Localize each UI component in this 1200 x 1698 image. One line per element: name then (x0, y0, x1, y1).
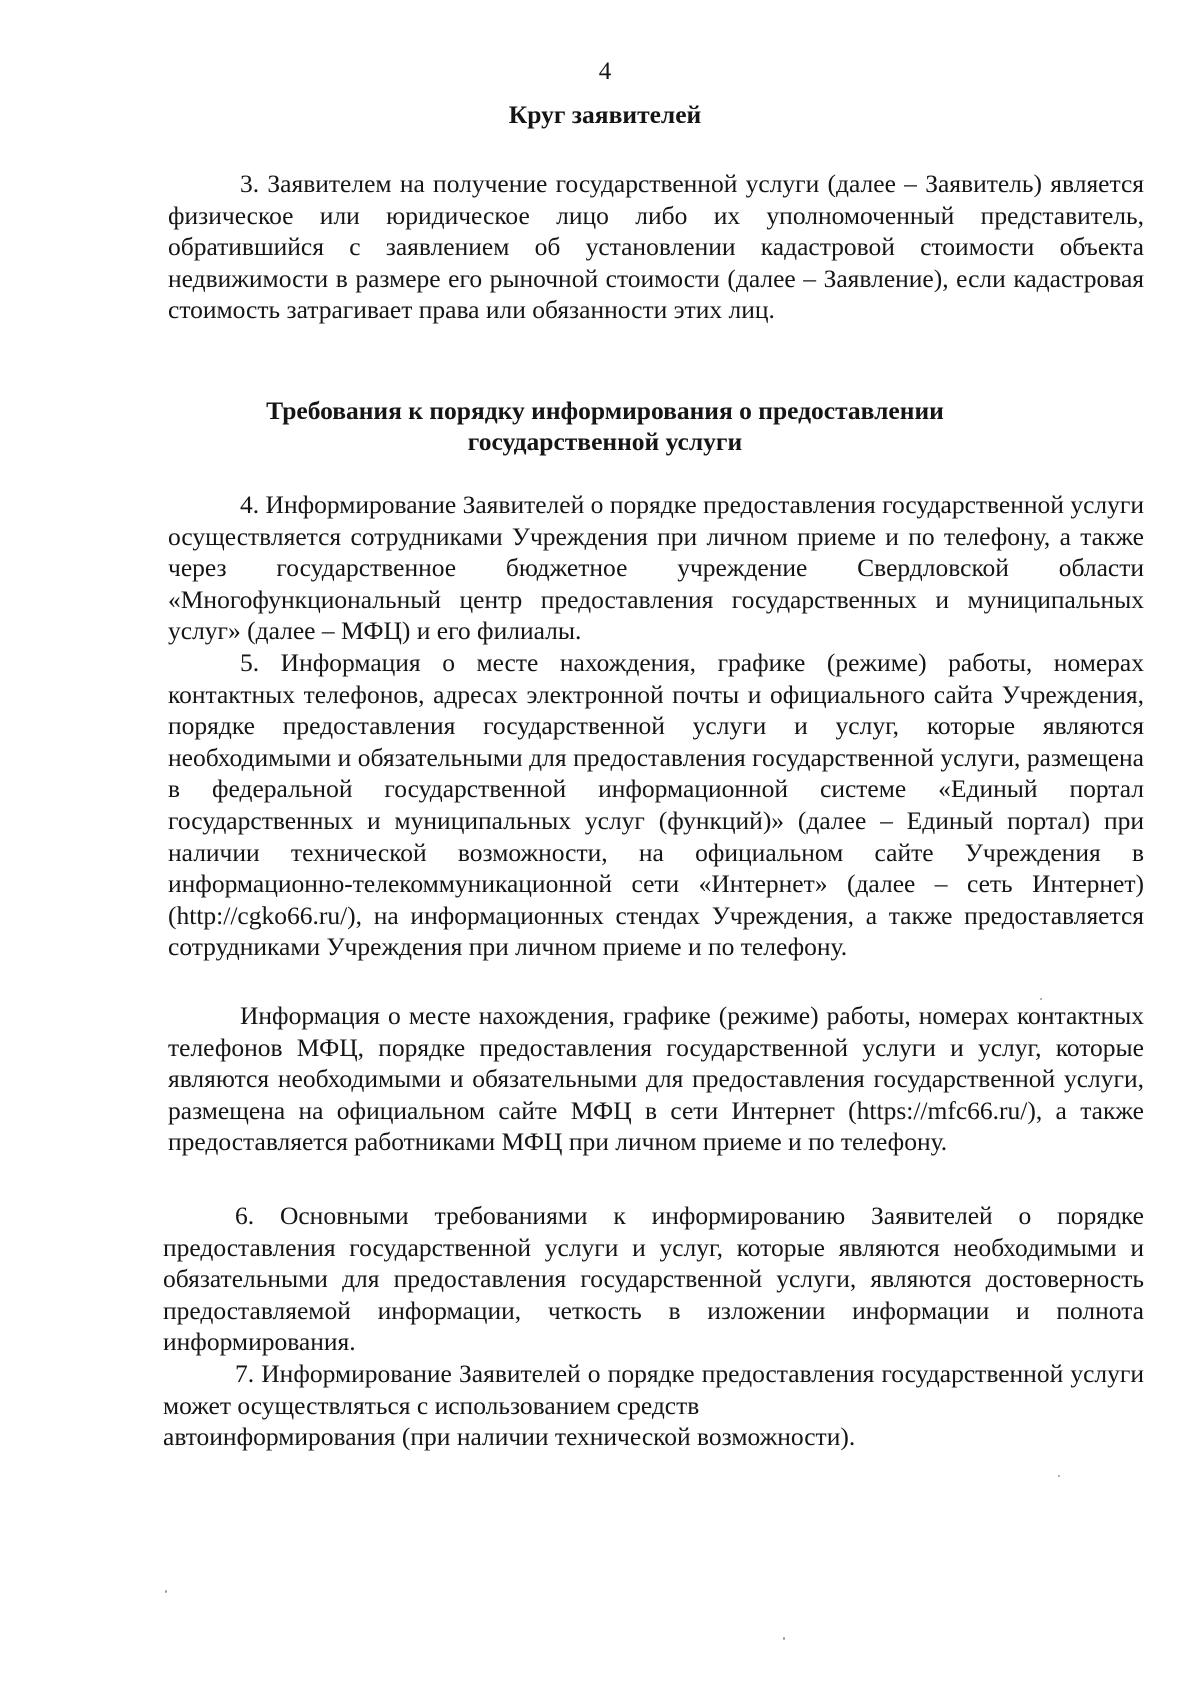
scan-speck (165, 1590, 167, 1593)
paragraph-5-continued: Информация о месте нахождения, графике (режиме) работы, номерах контактных телефонов МФЦ, порядке предоставления государственной услуги и услуг, которые являются необходимыми и обязательными для предоставления государственной услуги, размещена на официальном сайте МФЦ в сети Интернет (https://mfc66.ru/), а также предоставляется работниками МФЦ при личном приеме и по телефону. (168, 1001, 1144, 1157)
heading-line-2: государственной услуги (467, 427, 743, 456)
page-number: 4 (598, 58, 612, 85)
scan-speck (1040, 998, 1042, 1000)
paragraph-7: 7. Информирование Заявителей о порядке предоставления государственной услуги может осуществляться с использованием средств (163, 1359, 1144, 1420)
heading-line-1: Требования к порядку информирования о предоставлении (266, 396, 944, 425)
paragraph-4: 4. Информирование Заявителей о порядке предоставления государственной услуги осуществляется сотрудниками Учреждения при личном приеме и по телефону, а также через государственное бюджетное учреждение Свердловской области «Многофункциональный центр предоставления государственных и муниципальных услуг» (далее – МФЦ) и его филиалы. (168, 490, 1144, 646)
section-heading-information-requirements (0, 395, 1200, 457)
section-heading-applicants: Круг заявителей (508, 100, 702, 129)
scan-speck (783, 1637, 785, 1640)
paragraph-3: 3. Заявителем на получение государственной услуги (далее – Заявитель) является физическое или юридическое лицо либо их уполномоченный представитель, обратившийся с заявлением об установлении кадастровой стоимости объекта недвижимости в размере его рыночной стоимости (далее – Заявление), если кадастровая стоимость затрагивает права или обязанности этих лиц. (168, 169, 1144, 325)
scan-speck (1058, 1475, 1060, 1477)
paragraph-7-last-line: автоинформирования (при наличии технической возможности). (163, 1422, 856, 1451)
paragraph-5: 5. Информация о месте нахождения, графике (режиме) работы, номерах контактных телефонов, адресах электронной почты и официального сайта Учреждения, порядке предоставления государственной услуги и услуг, которые являются необходимыми и обязательными для предоставления государственной услуги, размещена в федеральной государственной информационной системе «Единый портал государственных и муниципальных услуг (функций)» (далее – Единый портал) при наличии технической возможности, на официальном сайте Учреждения в информационно-телекоммуникационной сети «Интернет» (далее – сеть Интернет) (http://cgko66.ru/), на информационных стендах Учреждения, а также предоставляется сотрудниками Учреждения при личном приеме и по телефону. (168, 648, 1144, 962)
paragraph-6: 6. Основными требованиями к информированию Заявителей о порядке предоставления государственной услуги и услуг, которые являются необходимыми и обязательными для предоставления государственной услуги, являются достоверность предоставляемой информации, четкость в изложении информации и полнота информирования. (163, 1201, 1144, 1357)
